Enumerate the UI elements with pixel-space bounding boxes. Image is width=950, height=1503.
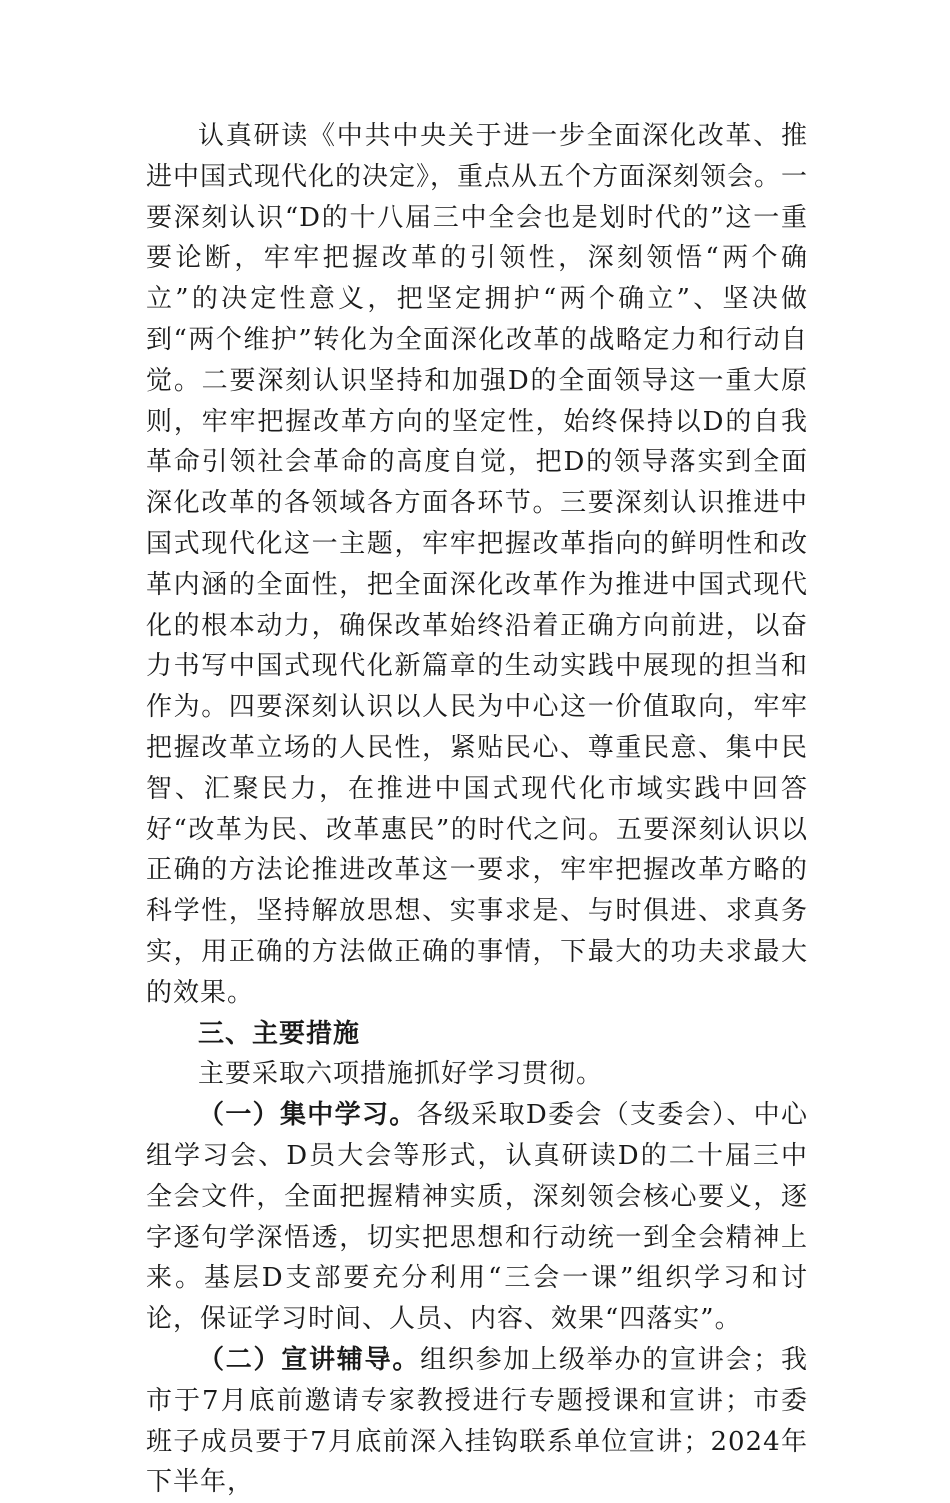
measure-item-2-text: 组织参加上级举办的宣讲会；我市于7月底前邀请专家教授进行专题授课和宣讲；市委班子成员要于7月底前深入挂钩联系单位宣讲；2024年下半年， (146, 1344, 808, 1498)
body-paragraph: 认真研读《中共中央关于进一步全面深化改革、推进中国式现代化的决定》，重点从五个方面深刻领会。一要深刻认识“D的十八届三中全会也是划时代的”这一重要论断，牢牢把握改革的引领性，深刻领悟“两个确立”的决定性意义，把坚定拥护“两个确立”、坚决做到“两个维护”转化为全面深化改革的战略定力和行动自觉。二要深刻认识坚持和加强D的全面领导这一重大原则，牢牢把握改革方向的坚定性，始终保持以D的自我革命引领社会革命的高度自觉，把D的领导落实到全面深化改革的各领域各方面各环节。三要深刻认识推进中国式现代化这一主题，牢牢把握改革指向的鲜明性和改革内涵的全面性，把全面深化改革作为推进中国式现代化的根本动力，确保改革始终沿着正确方向前进，以奋力书写中国式现代化新篇章的生动实践中展现的担当和作为。四要深刻认识以人民为中心这一价值取向，牢牢把握改革立场的人民性，紧贴民心、尊重民意、集中民智、汇聚民力，在推进中国式现代化市域实践中回答好“改革为民、改革惠民”的时代之问。五要深刻认识以正确的方法论推进改革这一要求，牢牢把握改革方略的科学性，坚持解放思想、实事求是、与时俱进、求真务实，用正确的方法做正确的事情，下最大的功夫求最大的效果。 (146, 121, 809, 1008)
measure-item-1 (146, 1095, 808, 1340)
measure-item-2-title: （二）宣讲辅导。 (198, 1344, 421, 1375)
intro-paragraph: 主要采取六项措施抓好学习贯彻。 (198, 1059, 604, 1090)
measure-item-2 (146, 1340, 808, 1503)
section-heading: 三、主要措施 (198, 1018, 361, 1049)
measure-item-1-title: （一）集中学习。 (198, 1100, 417, 1131)
measure-item-1-text: 各级采取D委会（支委会）、中心组学习会、D员大会等形式，认真研读D的二十届三中全会文件，全面把握精神实质，深刻领会核心要义，逐字逐句学深悟透，切实把思想和行动统一到全会精神上来。基层D支部要充分利用“三会一课”组织学习和讨论，保证学习时间、人员、内容、效果“四落实”。 (146, 1100, 808, 1335)
document-page (146, 116, 808, 1503)
